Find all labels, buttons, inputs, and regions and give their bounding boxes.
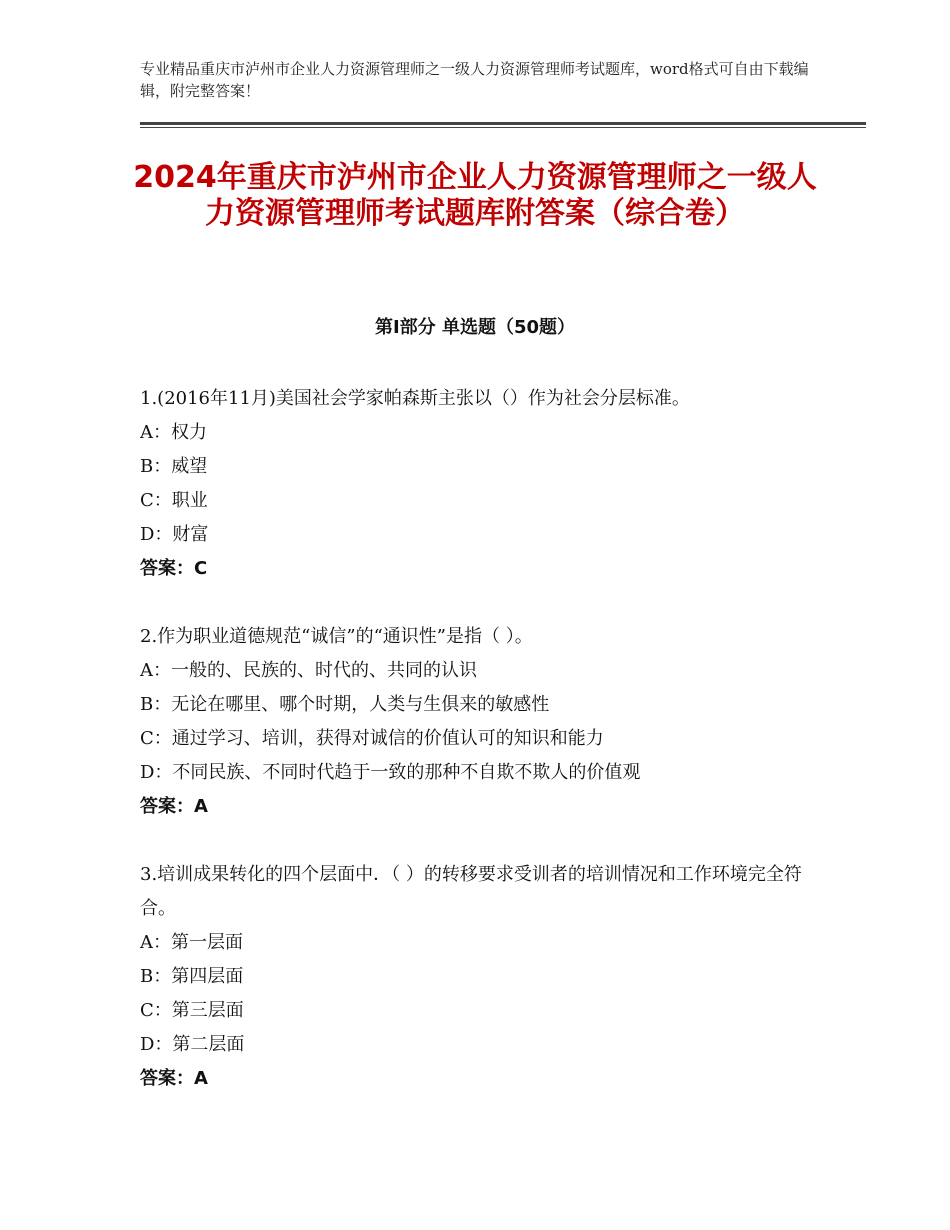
header-note: 专业精品重庆市泸州市企业人力资源管理师之一级人力资源管理师考试题库，word格式可自由下载编辑，附完整答案！: [140, 60, 809, 100]
header-rule-thick: [140, 122, 866, 125]
option-c: C：职业: [140, 490, 208, 511]
answer-label: 答案：C: [140, 558, 208, 579]
question-list: [140, 382, 820, 1130]
question-2: [140, 620, 820, 824]
option-c: C：第三层面: [140, 1000, 244, 1021]
question-1: [140, 382, 820, 586]
document-title: 2024年重庆市泸州市企业人力资源管理师之一级人力资源管理师考试题库附答案（综合卷）: [133, 160, 817, 231]
option-c: C：通过学习、培训，获得对诚信的价值认可的知识和能力: [140, 728, 604, 749]
option-a: A：一般的、民族的、时代的、共同的认识: [140, 660, 477, 681]
answer-label: 答案：A: [140, 1068, 208, 1089]
section-heading: 第Ⅰ部分 单选题（50题）: [374, 317, 575, 338]
question-stem: 2.作为职业道德规范“诚信”的“通识性”是指（ ）。: [140, 626, 533, 647]
option-b: B：第四层面: [140, 966, 244, 987]
option-b: B：无论在哪里、哪个时期，人类与生俱来的敏感性: [140, 694, 550, 715]
option-a: A：权力: [140, 422, 207, 443]
option-d: D：第二层面: [140, 1034, 245, 1055]
question-3: [140, 858, 820, 1096]
answer-label: 答案：A: [140, 796, 208, 817]
question-stem: 1.(2016年11月)美国社会学家帕森斯主张以（）作为社会分层标准。: [140, 388, 690, 409]
header-rule-thin: [140, 127, 866, 128]
option-d: D：财富: [140, 524, 209, 545]
option-d: D：不同民族、不同时代趋于一致的那种不自欺不欺人的价值观: [140, 762, 641, 783]
option-a: A：第一层面: [140, 932, 243, 953]
question-stem: 3.培训成果转化的四个层面中．（ ）的转移要求受训者的培训情况和工作环境完全符合。: [140, 864, 802, 919]
option-b: B：威望: [140, 456, 208, 477]
